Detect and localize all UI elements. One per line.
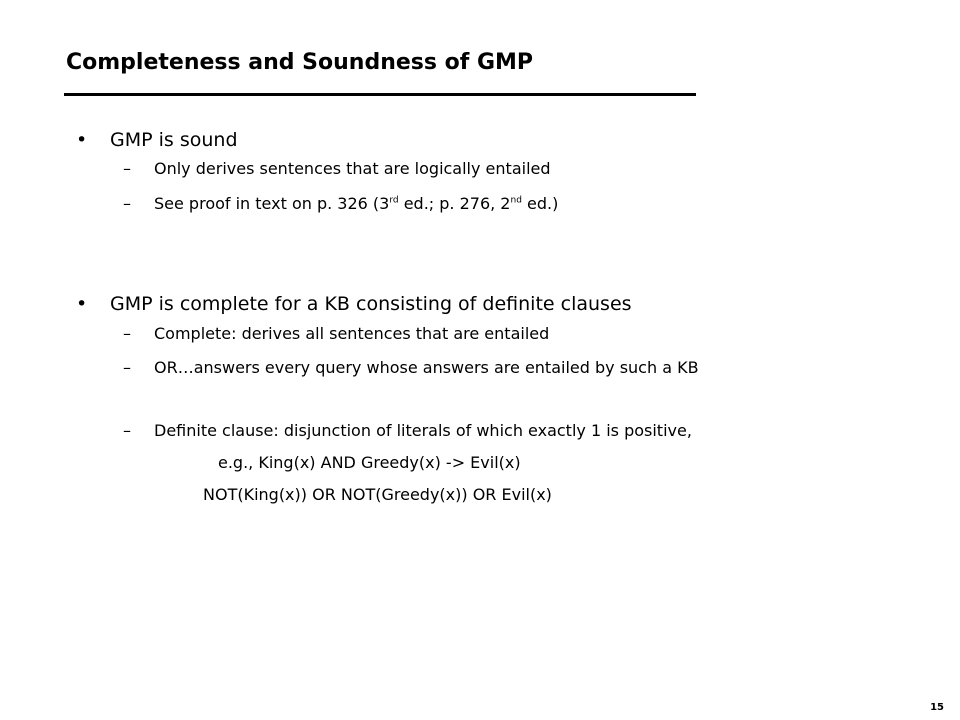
bullet-gmp-sound <box>76 127 238 153</box>
sub-item-definite-clause <box>123 420 692 442</box>
example-line-2: NOT(King(x)) OR NOT(Greedy(x)) OR Evil(x) <box>203 485 552 504</box>
sub-item-see-proof <box>123 193 558 215</box>
example-line-1: e.g., King(x) AND Greedy(x) -> Evil(x) <box>218 453 521 472</box>
sub-text: OR…answers every query whose answers are entailed by such a KB <box>154 358 699 377</box>
sub-dash: – <box>123 159 131 178</box>
bullet-text: GMP is complete for a KB consisting of definite clauses <box>110 293 632 315</box>
sub-item-complete <box>123 323 549 345</box>
sub-text: See proof in text on p. 326 (3rd ed.; p. 276, 2nd ed.) <box>154 194 559 213</box>
title-underline <box>64 93 696 96</box>
sub-dash: – <box>123 324 131 343</box>
bullet-text: GMP is sound <box>110 129 238 151</box>
sub-text: Definite clause: disjunction of literals of which exactly 1 is positive, <box>154 421 692 440</box>
sub-item-or-answers <box>123 357 699 379</box>
page-number: 15 <box>930 702 944 713</box>
sub-text: Complete: derives all sentences that are entailed <box>154 324 550 343</box>
sub-dash: – <box>123 421 131 440</box>
sub-text: Only derives sentences that are logically entailed <box>154 159 551 178</box>
sub-item-only-derives <box>123 158 551 180</box>
sub-dash: – <box>123 358 131 377</box>
slide-title: Completeness and Soundness of GMP <box>66 50 534 75</box>
bullet-dot: • <box>76 129 88 151</box>
bullet-dot: • <box>76 293 88 315</box>
bullet-gmp-complete <box>76 291 632 317</box>
sub-dash: – <box>123 194 131 213</box>
